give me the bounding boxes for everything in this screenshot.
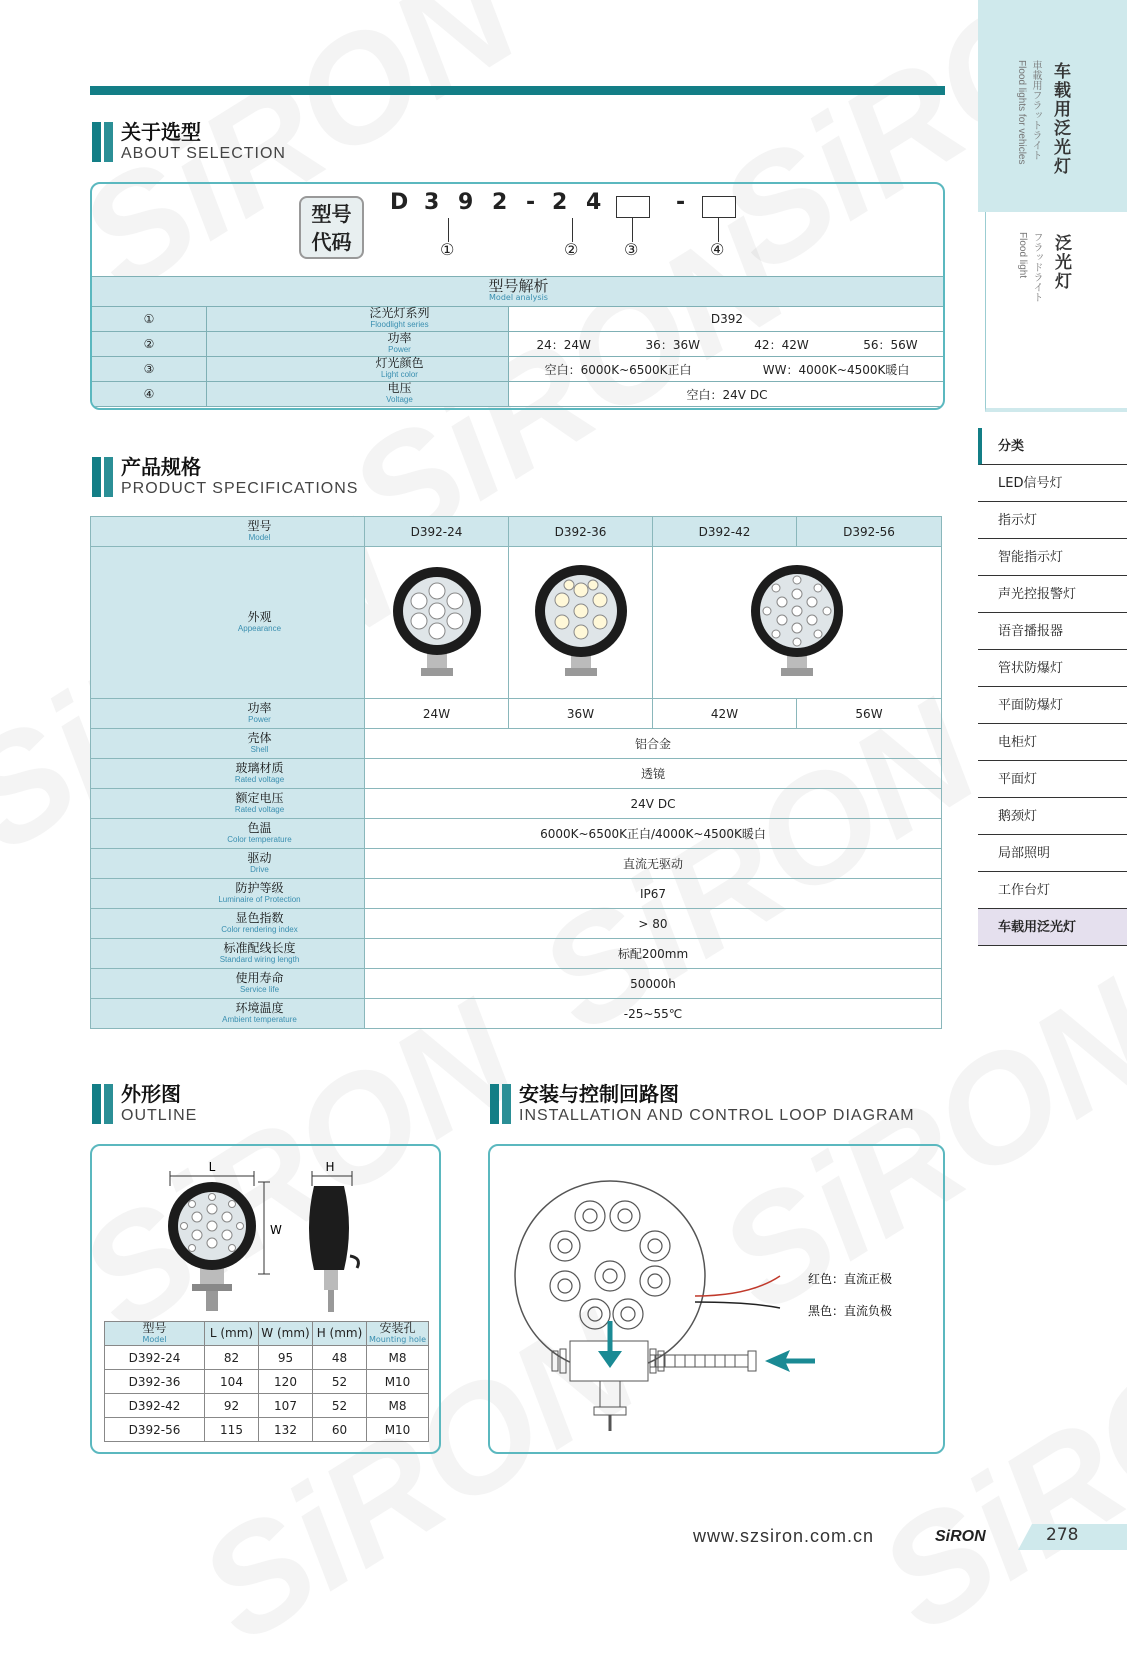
top-rule	[90, 86, 945, 95]
analysis-row: ① 泛光灯系列 Floodlight series D392	[92, 307, 946, 332]
sidebar-item-local[interactable]: 局部照明	[978, 835, 1127, 872]
code-dash: -	[676, 190, 686, 215]
footer-brand-logo: SiRON	[935, 1528, 986, 1545]
red-wire-label: 红色：直流正极	[808, 1272, 893, 1286]
section-header-outline	[92, 1082, 197, 1126]
sidebar-item-tube-explosion[interactable]: 管状防爆灯	[978, 650, 1127, 687]
outline-box	[90, 1144, 441, 1454]
lamp-image-36	[509, 547, 653, 699]
install-subtitle: INSTALLATION AND CONTROL LOOP DIAGRAM	[519, 1107, 915, 1124]
marker-3: ③	[624, 240, 639, 259]
marker-4: ④	[710, 240, 725, 259]
lamp-image-24	[365, 547, 509, 699]
sidebar-nav	[978, 428, 1127, 946]
lamp-42-56-icon	[742, 556, 852, 686]
code-blank-color	[616, 196, 650, 218]
outline-subtitle: OUTLINE	[121, 1107, 198, 1124]
svg-text:W: W	[270, 1223, 282, 1237]
lamp-24-icon	[387, 556, 487, 686]
svg-text:H: H	[325, 1160, 335, 1174]
outline-row: D392-24 82 95 48 M8	[105, 1346, 429, 1370]
model-analysis-table: 型号解析 Model analysis ① 泛光灯系列 Floodlight series D392 ② 功率 Power 24：24W 36：36W 42：42W 56：56W ③ 灯光颜色 Light color 空白：6000K~6500K正白 WW：4000K~4500K暖白 ④ 电压 Voltage 空白：24V DC	[91, 276, 945, 407]
footer-url[interactable]: www.szsiron.com.cn	[693, 1526, 875, 1546]
sidebar-item-indicator[interactable]: 指示灯	[978, 502, 1127, 539]
outline-title: 外形图	[121, 1082, 181, 1106]
sidebar-item-workbench[interactable]: 工作台灯	[978, 872, 1127, 909]
outline-table: 型号 Model L (mm) W (mm) H (mm) 安装孔 Mounting hole D392-24 82 95 48 M8 D392-36 104 120 52 M10 D392-42 92 107 52 M8 D392-56 115 132 60 M10	[104, 1321, 429, 1442]
black-wire-label: 黑色：直流负极	[808, 1304, 893, 1318]
sidebar-item-gooseneck[interactable]: 鹅颈灯	[978, 798, 1127, 835]
about-title: 关于选型	[121, 120, 201, 144]
about-subtitle: ABOUT SELECTION	[121, 145, 286, 162]
svg-text:L: L	[208, 1160, 216, 1174]
model-code: D 3 9 2 - 2 4	[390, 190, 602, 215]
model-code-label: 型号 代码	[299, 196, 364, 259]
install-title: 安装与控制回路图	[519, 1082, 679, 1106]
marker-1: ①	[440, 240, 455, 259]
specs-subtitle: PRODUCT SPECIFICATIONS	[121, 480, 359, 497]
page-number: 278	[1046, 1525, 1079, 1545]
code-blank-voltage	[702, 196, 736, 218]
outline-drawing	[92, 1146, 441, 1322]
sidebar-item-flat[interactable]: 平面灯	[978, 761, 1127, 798]
sidebar-category-flood[interactable]: 泛光灯 フラッドライト Flood light	[985, 212, 1127, 412]
install-box	[488, 1144, 945, 1454]
spec-table: 型号 Model D392-24 D392-36 D392-42 D392-56 外观 Appearance 功率 Power 24W 36W 42W 56W 壳体 Shell 铝合金 玻璃材质 Rated voltage 透镜 额定电压 Rated voltage 24V DC 色温 Color temperature 6000K~6500K正白/4000K~4500K暖白 驱动 Drive 直流无驱动 防护等级 Luminaire of Protection IP67 显色指数 Color rendering index > 80 标准配线长度 Standard wiring length 标配200mm 使用寿命 Service life 50000h 环境温度 Ambient temperature -25~55℃	[90, 516, 942, 1029]
sidebar-item-alarm[interactable]: 声光控报警灯	[978, 576, 1127, 613]
section-header-specs	[92, 455, 358, 499]
sidebar-item-smart-indicator[interactable]: 智能指示灯	[978, 539, 1127, 576]
sidebar-item-led-signal[interactable]: LED信号灯	[978, 465, 1127, 502]
sidebar-nav-header: 分类	[978, 428, 1127, 465]
section-header-about	[92, 120, 286, 164]
outline-row: D392-36 104 120 52 M10	[105, 1370, 429, 1394]
sidebar-item-cabinet[interactable]: 电柜灯	[978, 724, 1127, 761]
lamp-36-icon	[531, 556, 631, 686]
sidebar-item-flat-explosion[interactable]: 平面防爆灯	[978, 687, 1127, 724]
section-header-install	[490, 1082, 915, 1126]
install-diagram	[490, 1146, 945, 1452]
sidebar-category-vehicle[interactable]: 车载用泛光灯 車載用フラットライト Flood lights for vehicles	[978, 0, 1127, 212]
analysis-row: ② 功率 Power 24：24W 36：36W 42：42W 56：56W	[92, 332, 946, 357]
outline-row: D392-56 115 132 60 M10	[105, 1418, 429, 1442]
sidebar-item-voice[interactable]: 语音播报器	[978, 613, 1127, 650]
outline-row: D392-42 92 107 52 M8	[105, 1394, 429, 1418]
analysis-row: ③ 灯光颜色 Light color 空白：6000K~6500K正白 WW：4000K~4500K暖白	[92, 357, 946, 382]
lamp-image-42-56	[653, 547, 942, 699]
analysis-row: ④ 电压 Voltage 空白：24V DC	[92, 382, 946, 407]
sidebar-item-vehicle-flood[interactable]: 车载用泛光灯	[978, 909, 1127, 946]
marker-2: ②	[564, 240, 579, 259]
specs-title: 产品规格	[121, 455, 201, 479]
model-code-box	[90, 182, 945, 410]
